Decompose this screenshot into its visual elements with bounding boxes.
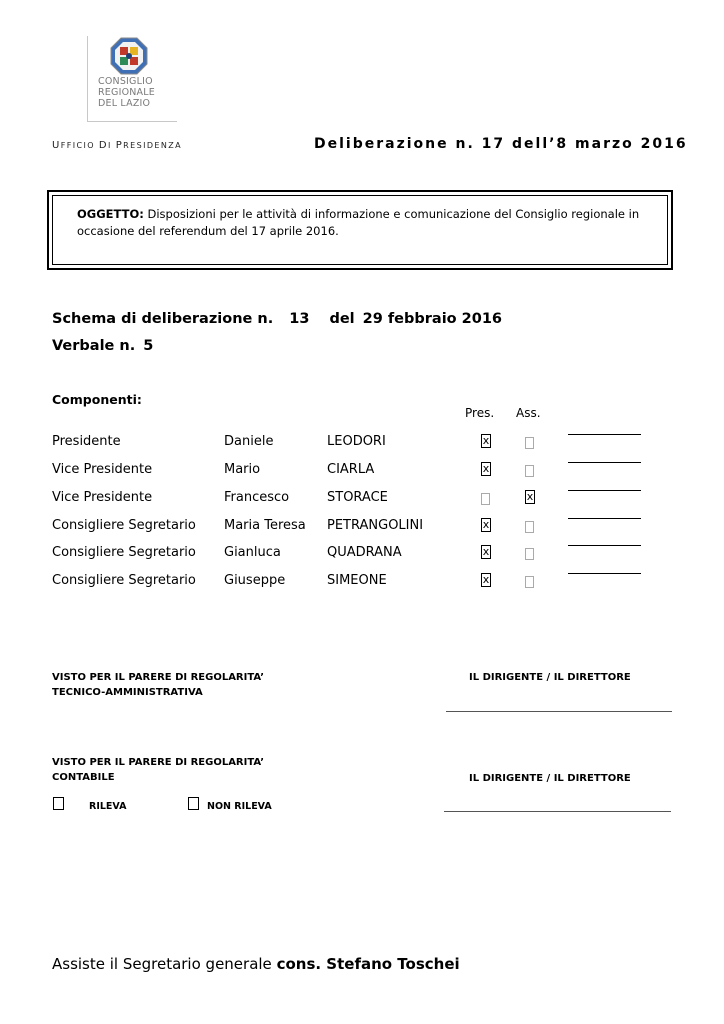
member-first-name: Maria Teresa: [224, 518, 306, 533]
absent-checkbox[interactable]: [525, 521, 534, 533]
technical-approval-label: [52, 670, 264, 700]
member-row: [0, 573, 724, 593]
signature-line: [568, 573, 641, 574]
subject-body: Disposizioni per le attività di informazione e comunicazione del Consiglio regionale in occasione del referendum del 17 aprile 2016.: [77, 207, 640, 238]
present-checkbox[interactable]: x: [482, 518, 490, 531]
subject-text: [77, 206, 647, 240]
present-checkbox[interactable]: x: [482, 545, 490, 558]
member-role: Consigliere Segretario: [52, 545, 196, 560]
logo-frame-line: [87, 121, 177, 122]
member-first-name: Daniele: [224, 434, 274, 449]
signature-line: [568, 518, 641, 519]
absent-checkbox[interactable]: [525, 576, 534, 588]
member-role: Vice Presidente: [52, 490, 153, 505]
accounting-signature-line: [444, 811, 671, 812]
schema-date-label: del: [329, 311, 355, 327]
council-logo: [82, 36, 178, 122]
present-checkbox[interactable]: x: [482, 573, 490, 586]
present-header: Pres.: [465, 406, 495, 420]
rileva-checkbox[interactable]: [53, 797, 64, 810]
member-role: Vice Presidente: [52, 462, 153, 477]
secretary-name: cons. Stefano Toschei: [276, 955, 460, 973]
non-rileva-label: NON RILEVA: [207, 801, 272, 812]
verbale-line: [52, 338, 153, 354]
member-row: [0, 545, 724, 565]
present-checkbox[interactable]: [481, 493, 490, 505]
signature-line: [568, 434, 641, 435]
verbale-label: Verbale n.: [52, 338, 136, 354]
office-word: I: [108, 141, 112, 150]
technical-approval-line-1: VISTO PER IL PARERE DI REGOLARITA’: [52, 672, 265, 683]
absent-checkbox[interactable]: [525, 548, 534, 560]
office-initial: P: [115, 140, 124, 151]
member-role: Consigliere Segretario: [52, 573, 196, 588]
member-role: Presidente: [52, 434, 121, 449]
schema-label: Schema di deliberazione n.: [52, 311, 274, 327]
member-last-name: SIMEONE: [327, 573, 387, 588]
subject-box-inner: [52, 195, 668, 265]
member-last-name: LEODORI: [327, 434, 386, 449]
accounting-signer-label: IL DIRIGENTE / IL DIRETTORE: [469, 773, 631, 784]
technical-signature-line: [446, 711, 672, 712]
assiste-label: Assiste il Segretario generale: [52, 955, 272, 973]
components-title: Componenti:: [52, 392, 142, 407]
member-first-name: Giuseppe: [224, 573, 286, 588]
member-last-name: CIARLA: [327, 462, 375, 477]
logo-line-2: REGIONALE: [98, 87, 155, 98]
office-name: [52, 140, 182, 151]
member-first-name: Gianluca: [224, 545, 281, 560]
non-rileva-checkbox[interactable]: [188, 797, 199, 810]
member-row: [0, 462, 724, 482]
accounting-approval-line-2: CONTABILE: [52, 772, 115, 783]
absent-checkbox[interactable]: [525, 437, 534, 449]
present-checkbox[interactable]: x: [482, 462, 490, 475]
logo-line-1: CONSIGLIO: [98, 76, 153, 87]
schema-number: 13: [289, 311, 310, 327]
rileva-label: RILEVA: [89, 801, 127, 812]
member-last-name: QUADRANA: [327, 545, 402, 560]
absent-header: Ass.: [516, 406, 541, 420]
schema-line: [52, 311, 502, 327]
member-first-name: Francesco: [224, 490, 290, 505]
office-initial: D: [98, 140, 109, 151]
absent-checkbox[interactable]: x: [526, 490, 534, 503]
member-row: [0, 434, 724, 454]
coat-of-arms-icon: [109, 36, 149, 76]
member-last-name: PETRANGOLINI: [327, 518, 424, 533]
member-first-name: Mario: [224, 462, 261, 477]
signature-line: [568, 490, 641, 491]
office-word: RESIDENZA: [123, 141, 182, 150]
absent-checkbox[interactable]: [525, 465, 534, 477]
subject-box: [47, 190, 673, 270]
member-last-name: STORACE: [327, 490, 388, 505]
secretary-line: [52, 955, 460, 973]
member-role: Consigliere Segretario: [52, 518, 196, 533]
technical-approval-line-2: TECNICO-AMMINISTRATIVA: [52, 687, 203, 698]
verbale-number: 5: [143, 338, 154, 354]
accounting-approval-line-1: VISTO PER IL PARERE DI REGOLARITA’: [52, 757, 265, 768]
technical-signer-label: IL DIRIGENTE / IL DIRETTORE: [469, 672, 631, 683]
logo-text: [98, 76, 178, 109]
member-row: [0, 518, 724, 538]
schema-date: 29 febbraio 2016: [362, 311, 503, 327]
member-row: [0, 490, 724, 510]
signature-line: [568, 545, 641, 546]
logo-line-3: DEL LAZIO: [98, 98, 151, 109]
signature-line: [568, 462, 641, 463]
deliberation-title: Deliberazione n. 17 dell’8 marzo 2016: [314, 136, 688, 152]
accounting-approval-label: [52, 755, 264, 785]
subject-label: OGGETTO:: [77, 207, 144, 221]
office-initial: U: [52, 140, 61, 151]
present-checkbox[interactable]: x: [482, 434, 490, 447]
logo-frame-line: [87, 36, 88, 122]
office-word: FFICIO: [60, 141, 95, 150]
